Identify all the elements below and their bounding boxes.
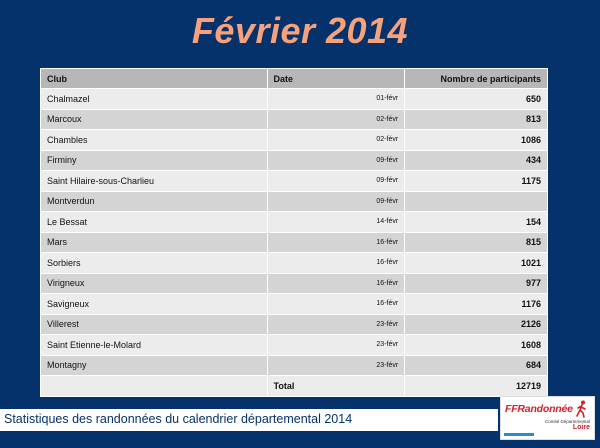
date-cell: 09-févr [267, 191, 405, 212]
participants-cell: 1086 [405, 130, 548, 151]
total-row [41, 376, 548, 397]
table-row [41, 314, 548, 335]
header-club: Club [41, 69, 268, 89]
club-cell: Saint Hilaire-sous-Charlieu [41, 171, 268, 192]
participants-table [40, 68, 548, 397]
club-cell: Le Bessat [41, 212, 268, 233]
date-cell: 02-févr [267, 109, 405, 130]
total-value: 12719 [405, 376, 548, 397]
date-cell: 16-févr [267, 294, 405, 315]
logo-brand: FFRandonnée [505, 403, 573, 415]
participants-cell: 1608 [405, 335, 548, 356]
participants-cell: 154 [405, 212, 548, 233]
club-cell: Virigneux [41, 273, 268, 294]
date-cell: 14-févr [267, 212, 405, 233]
table-header-row [41, 69, 548, 89]
participants-cell: 815 [405, 232, 548, 253]
hiker-icon [575, 400, 589, 418]
club-cell: Savigneux [41, 294, 268, 315]
ffrandonnee-logo [500, 396, 595, 440]
logo-subtitle: Comité Départemental [544, 419, 590, 424]
slide-title: Février 2014 [191, 10, 409, 51]
date-cell: 09-févr [267, 171, 405, 192]
date-cell: 16-févr [267, 232, 405, 253]
header-participants: Nombre de participants [405, 69, 548, 89]
date-cell: 02-févr [267, 130, 405, 151]
date-cell: 16-févr [267, 273, 405, 294]
table-row [41, 171, 548, 192]
date-cell: 23-févr [267, 335, 405, 356]
participants-cell: 434 [405, 150, 548, 171]
footer-caption: Statistiques des randonnées du calendrier départemental 2014 [0, 409, 498, 431]
date-cell: 16-févr [267, 253, 405, 274]
date-cell: 01-févr [267, 89, 405, 110]
total-empty-cell [41, 376, 268, 397]
club-cell: Saint Etienne-le-Molard [41, 335, 268, 356]
club-cell: Chambles [41, 130, 268, 151]
table-row [41, 150, 548, 171]
participants-cell: 2126 [405, 314, 548, 335]
participants-cell: 813 [405, 109, 548, 130]
participants-cell: 977 [405, 273, 548, 294]
participants-cell: 650 [405, 89, 548, 110]
date-cell: 23-févr [267, 355, 405, 376]
table-row [41, 273, 548, 294]
logo-region: Loire [572, 424, 590, 432]
club-cell: Villerest [41, 314, 268, 335]
table-row [41, 335, 548, 356]
header-date: Date [267, 69, 405, 89]
date-cell: 23-févr [267, 314, 405, 335]
table-row [41, 130, 548, 151]
participants-cell [405, 191, 548, 212]
club-cell: Marcoux [41, 109, 268, 130]
club-cell: Montverdun [41, 191, 268, 212]
club-cell: Sorbiers [41, 253, 268, 274]
club-cell: Montagny [41, 355, 268, 376]
table-row [41, 212, 548, 233]
participants-cell: 1021 [405, 253, 548, 274]
table-row [41, 232, 548, 253]
club-cell: Firminy [41, 150, 268, 171]
table-row [41, 294, 548, 315]
participants-cell: 1176 [405, 294, 548, 315]
participants-cell: 684 [405, 355, 548, 376]
date-cell: 09-févr [267, 150, 405, 171]
table-row [41, 89, 548, 110]
participants-cell: 1175 [405, 171, 548, 192]
club-cell: Chalmazel [41, 89, 268, 110]
table-row [41, 355, 548, 376]
total-label: Total [267, 376, 405, 397]
table-row [41, 109, 548, 130]
table-row [41, 191, 548, 212]
logo-stripe [504, 433, 534, 436]
club-cell: Mars [41, 232, 268, 253]
table-row [41, 253, 548, 274]
